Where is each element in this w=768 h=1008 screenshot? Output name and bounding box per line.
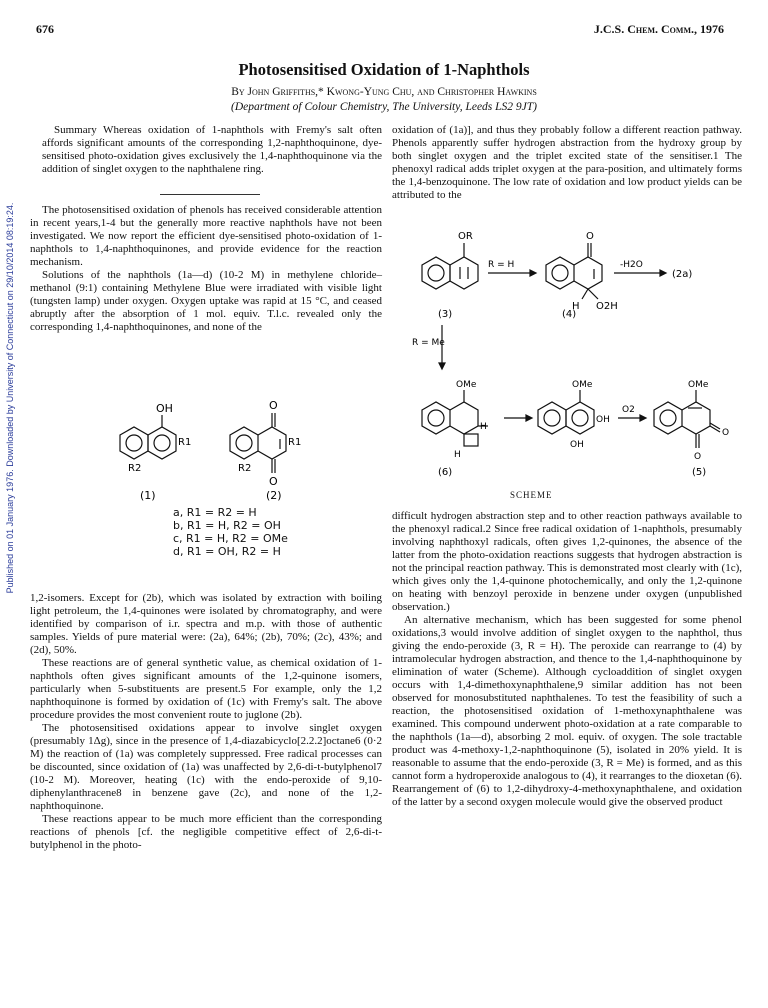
oh-label-b: OH [570, 440, 584, 450]
legend-a: a, R1 = R2 = H [173, 506, 257, 519]
download-notice-text: Published on 01 January 1976. Downloaded by University of Connecticut on 29/10/2014 08:19:24. [5, 202, 15, 594]
paragraph-abstraction: difficult hydrogen abstraction step and to other reaction pathways available to the phenoxyl radical.2 Since free radical oxidation of 1-naphthols, presumably involving naphthoxyl radicals, often gives 1,2-quinones, the absence of the latter from the photo-oxidation reactions suggests that hydrogen abstraction is not the principal reaction pathway. This is demonstrated most clearly with (1c), which gives only the 1,4-quinone photochemically, and only the 1,2-quinone on heating with benzoyl peroxide in benzene under oxygen (unpublished observation.) [392, 510, 742, 613]
o-label-5b: O [722, 428, 730, 438]
left-column-top [30, 124, 382, 176]
right-column-top [392, 124, 742, 202]
h-label-6b: H [454, 450, 461, 460]
h2o-label: -H2O [620, 260, 643, 270]
ome-label-6: OMe [456, 380, 477, 390]
compound-5-label: (5) [692, 467, 707, 478]
legend-b: b, R1 = H, R2 = OH [173, 519, 281, 532]
journal-header: J.C.S. Chem. Comm., 1976 [593, 22, 724, 36]
legend-d: d, R1 = OH, R2 = H [173, 545, 281, 558]
page-number: 676 [36, 22, 54, 36]
substituent-legend [173, 506, 288, 558]
compound-4-label: (4) [562, 309, 577, 320]
paragraph-solutions: Solutions of the naphthols (1a—d) (10-2 M) in methylene chloride–methanol (9:1) containing Methylene Blue were irradiated with visible light (tungsten lamp) under oxygen. Oxygen uptake was rapid at 15 °C, and ceased abruptly after the absorption of 1 mol. equiv. T.l.c. revealed only the corresponding 1,4-naphthoquinones, and none of the [30, 269, 382, 333]
h-label-6a: H [480, 422, 487, 432]
rh-label: R = H [488, 260, 515, 270]
o2h-label: O2H [596, 301, 618, 312]
ome-label-5: OMe [688, 380, 709, 390]
oh-label-a: OH [596, 415, 610, 425]
paragraph-singlet-oxygen: The photosensitised oxidations appear to involve singlet oxygen (presumably 1Δg), since in the presence of 1,4-diazabicyclo[2.2.2]octane6 (0·2 M) the reaction of (1a) was completely suppressed. Free radical processes can be discounted, since oxidation of (1a) was unaffected by 2,6-di-t-butylphenol7 (10-2 M). Moreover, heating (1c) with the endo-peroxide of 9,10-diphenylanthracene8 in benzene gave (2c), and none of the 1,2-naphthoquinone. [30, 722, 382, 812]
naphthol-structures [100, 395, 340, 505]
article-title: Photosensitised Oxidation of 1-Naphthols [238, 60, 530, 79]
download-notice [0, 118, 20, 678]
r1-label-2: R1 [288, 437, 302, 448]
left-column-bottom [30, 592, 382, 852]
paragraph-synthetic: These reactions are of general synthetic value, as chemical oxidation of 1-naphthols often gives significant amounts of the 1,2-quinone isomers, particularly when 5-substituents are present.5 For example, only the 1,2 naphthoquinone is formed by oxidation of (1c) with Fremy's salt. The above procedure provides the most convenient route to juglone (2b). [30, 657, 382, 721]
r1-label-1: R1 [178, 437, 192, 448]
r2-label-1: R2 [128, 463, 142, 474]
compound-2-label: (2) [266, 489, 282, 502]
to-2a-label: (2a) [672, 269, 693, 280]
o2-label: O2 [622, 405, 635, 415]
ome-label-diol: OMe [572, 380, 593, 390]
o-label-top: O [269, 399, 278, 412]
r2-label-2: R2 [238, 463, 252, 474]
paragraph-pathway: oxidation of (1a)], and thus they probably follow a different reaction pathway. Phenols apparently suffer hydrogen abstraction from the hydroxy group by both singlet oxygen and the triplet excited state of the sensitiser.1 The phenoxyl radical adds triplet oxygen at the para-position, and ultimately forms the 1,4-benzoquinone. The low rate of oxidation and low product yields can be attributed to the [392, 124, 742, 201]
h-label-4: H [572, 301, 580, 312]
compound-6-label: (6) [438, 467, 453, 478]
o-label-5a: O [694, 452, 702, 462]
affiliation: (Department of Colour Chemistry, The University, Leeds LS2 9JT) [230, 101, 537, 113]
paragraph-mechanism: An alternative mechanism, which has been suggested for some phenol oxidations,3 would involve addition of singlet oxygen to the naphthol, thus giving the endo-peroxide (3, R = H). The peroxide can rearrange to (4) by intramolecular hydrogen abstraction, and thence to the 1,4-naphthoquinone by elimination of water (Scheme). Although cycloaddition of singlet oxygen occurs with 1,4-dimethoxynaphthalene,9 similar addition has not been observed for monosubstituted naphthalenes. To test the feasibility of such a reaction, the photosensitised oxidation of 1-methoxynaphthalene was examined. This compound underwent photo-oxidation at a rate comparable to the naphthols (1a—d), absorbing 2 mol. equiv. of oxygen. The sole tractable product was 4-methoxy-1,2-naphthoquinone (5), isolated in 20% yield. It is reasonable to assume that the endo-peroxide (3, R = Me) is formed, and as this cannot form a hydroperoxide analogous to (4), it rearranges to the dioxetan (6). Rearrangement of (6) to 1,2-dihydroxy-4-methoxynaphthalene, and oxidation of the latter by a second oxygen molecule would give the observed product [392, 614, 742, 808]
rme-label: R = Me [412, 338, 445, 348]
byline: By John Griffiths,* Kwong-Yung Chu, and Christopher Hawkins [231, 86, 537, 98]
legend-c: c, R1 = H, R2 = OMe [173, 532, 288, 545]
oh-label: OH [156, 402, 173, 415]
or-label: OR [458, 231, 473, 242]
compound-1-label: (1) [140, 489, 156, 502]
paragraph-isomers: 1,2-isomers. Except for (2b), which was isolated by extraction with boiling light petroleum, the 1,4-quinones were isolated by chromatography, and were identified by comparison of i.r. spectra and m.p. with those of authentic samples. Yields of pure material were: (2a), 64%; (2b), 70%; (2c), 43%; and (2d), 50%. [30, 592, 382, 656]
paragraph-efficiency: These reactions appear to be much more efficient than the corresponding reactions of phenols [cf. the negligible competitive effect of 2,6-di-t-butylphenol in the photo- [30, 813, 382, 851]
right-column-bottom [392, 510, 742, 809]
summary: Summary Whereas oxidation of 1-naphthols with Fremy's salt often affords significant amounts of the corresponding 1,2-naphthoquinone, dye-sensitised photo-oxidation gives exclusively the 1,4-naphthoquinone via the addition of singlet oxygen to the naphthalene ring. [42, 124, 382, 175]
left-column-intro [30, 204, 382, 334]
scheme-caption: SCHEME [510, 490, 553, 500]
o-label-bottom: O [269, 475, 278, 488]
reaction-scheme [392, 205, 742, 490]
summary-rule [160, 194, 260, 195]
o-label-4: O [586, 231, 594, 242]
paragraph-intro: The photosensitised oxidation of phenols has received considerable attention in recent years,1-4 but the generally more reactive naphthols have not been investigated. We now report the efficient dye-sensitised photo-oxidation of 1-naphthols to 1,4-naphthoquinones, and provide evidence for the reaction mechanism. [30, 204, 382, 268]
compound-3-label: (3) [438, 309, 453, 320]
